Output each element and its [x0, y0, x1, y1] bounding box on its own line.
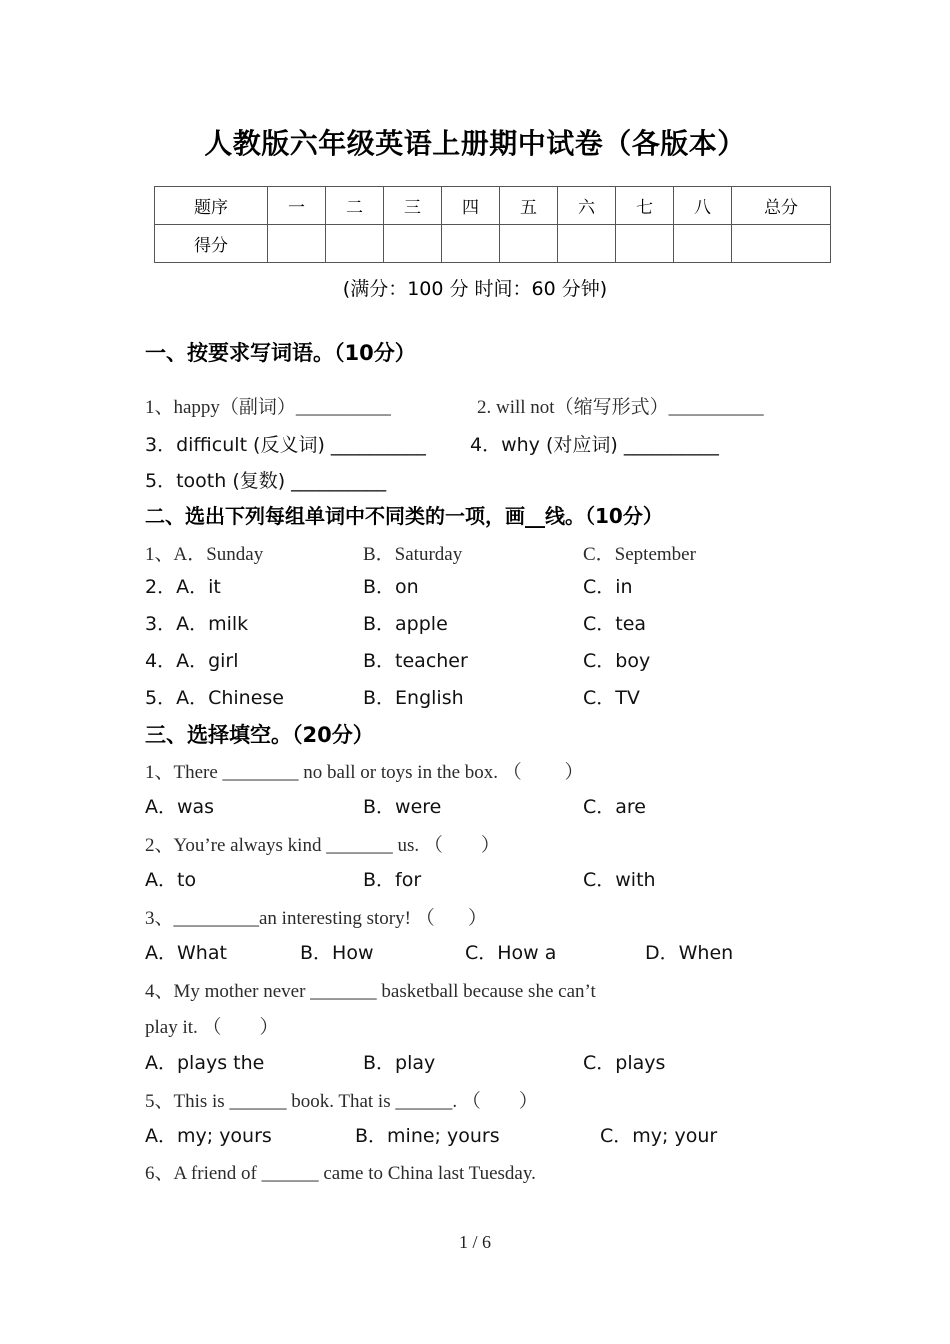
score-cell-1[interactable]	[268, 225, 326, 263]
section-3-q3-stem: 3、_________an interesting story! （ ）	[145, 908, 487, 929]
section-3-q1-option-a[interactable]: A．was	[145, 796, 215, 818]
section-2-q2-option-b[interactable]: B．on	[363, 576, 419, 598]
score-table	[154, 186, 831, 263]
section-3-q1-stem: 1、There ________ no ball or toys in the box. （ ）	[145, 762, 584, 783]
section-3-q5-option-b[interactable]: B．mine; yours	[355, 1125, 500, 1147]
exam-meta-line: (满分：100 分 时间：60 分钟)	[342, 278, 608, 300]
section-2-q5-option-b[interactable]: B．English	[363, 687, 464, 709]
score-table-col-1: 一	[268, 187, 326, 225]
section-2-q3-stem: 3．A．milk	[145, 613, 249, 635]
score-table-col-5: 五	[500, 187, 558, 225]
table-row-header	[155, 187, 831, 225]
score-table-col-3: 三	[384, 187, 442, 225]
section-3-heading: 三、选择填空。（20分）	[145, 723, 374, 747]
score-table-row-label: 题序	[155, 187, 268, 225]
section-3-q4-option-b[interactable]: B．play	[363, 1052, 436, 1074]
score-cell-8[interactable]	[674, 225, 732, 263]
section-3-q3-option-a[interactable]: A．What	[145, 942, 227, 964]
score-row-label: 得分	[155, 225, 268, 263]
section-3-q2-option-b[interactable]: B．for	[363, 869, 422, 891]
table-row-score	[155, 225, 831, 263]
page-title: 人教版六年级英语上册期中试卷（各版本）	[204, 127, 746, 160]
score-cell-7[interactable]	[616, 225, 674, 263]
section-3-q4-stem-line1: 4、My mother never _______ basketball because she can’t	[145, 981, 596, 1002]
section-3-q6-stem: 6、A friend of ______ came to China last Tuesday.	[145, 1163, 536, 1184]
section-2-q3-option-c[interactable]: C．tea	[583, 613, 647, 635]
score-cell-3[interactable]	[384, 225, 442, 263]
section-2-q3-option-b[interactable]: B．apple	[363, 613, 448, 635]
section-2-q4-option-b[interactable]: B．teacher	[363, 650, 468, 672]
section-1-heading: 一、按要求写词语。（10分）	[145, 341, 416, 365]
section-2-q5-option-c[interactable]: C．TV	[583, 687, 640, 709]
page-footer: 1 / 6	[458, 1232, 491, 1252]
section-2-heading: 二、选出下列每组单词中不同类的一项，画__线。（10分）	[145, 504, 663, 528]
score-cell-4[interactable]	[442, 225, 500, 263]
section-3-q5-option-a[interactable]: A．my; yours	[145, 1125, 272, 1147]
section-2-q4-stem: 4．A．girl	[145, 650, 239, 672]
score-table-col-8: 八	[674, 187, 732, 225]
section-1-item-1: 1、happy（副词）__________	[145, 397, 391, 418]
section-1-item-3: 3．difficult (反义词) __________	[145, 434, 426, 456]
section-3-q2-option-a[interactable]: A．to	[145, 869, 197, 891]
section-2-q1-stem: 1、A．Sunday	[145, 544, 264, 565]
section-3-q2-option-c[interactable]: C．with	[583, 869, 656, 891]
score-table-col-7: 七	[616, 187, 674, 225]
section-3-q2-stem: 2、You’re always kind _______ us. （ ）	[145, 835, 500, 856]
section-3-q3-option-d[interactable]: D．When	[645, 942, 734, 964]
score-cell-5[interactable]	[500, 225, 558, 263]
section-3-q3-option-b[interactable]: B．How	[300, 942, 374, 964]
section-3-q5-stem: 5、This is ______ book. That is ______. （ ）	[145, 1091, 538, 1112]
section-3-q4-option-c[interactable]: C．plays	[583, 1052, 666, 1074]
section-1-item-2: 2. will not（缩写形式）__________	[477, 397, 764, 418]
score-table-col-total: 总分	[732, 187, 831, 225]
section-2-q4-option-c[interactable]: C．boy	[583, 650, 651, 672]
section-2-q5-stem: 5．A．Chinese	[145, 687, 284, 709]
section-2-q1-option-b[interactable]: B．Saturday	[363, 544, 463, 565]
score-cell-total[interactable]	[732, 225, 831, 263]
score-table-col-6: 六	[558, 187, 616, 225]
section-3-q4-stem-line2: play it. （ ）	[145, 1017, 279, 1038]
section-3-q5-option-c[interactable]: C．my; your	[600, 1125, 718, 1147]
score-table-col-2: 二	[326, 187, 384, 225]
section-1-item-5: 5．tooth (复数) __________	[145, 470, 387, 492]
section-3-q1-option-b[interactable]: B．were	[363, 796, 442, 818]
section-1-item-4: 4．why (对应词) __________	[470, 434, 719, 456]
section-3-q1-option-c[interactable]: C．are	[583, 796, 646, 818]
score-table-col-4: 四	[442, 187, 500, 225]
section-3-q3-option-c[interactable]: C．How a	[465, 942, 557, 964]
section-2-q2-stem: 2．A．it	[145, 576, 221, 598]
score-cell-2[interactable]	[326, 225, 384, 263]
score-cell-6[interactable]	[558, 225, 616, 263]
section-2-q2-option-c[interactable]: C．in	[583, 576, 633, 598]
section-3-q4-option-a[interactable]: A．plays the	[145, 1052, 265, 1074]
section-2-q1-option-c[interactable]: C．September	[583, 544, 696, 565]
